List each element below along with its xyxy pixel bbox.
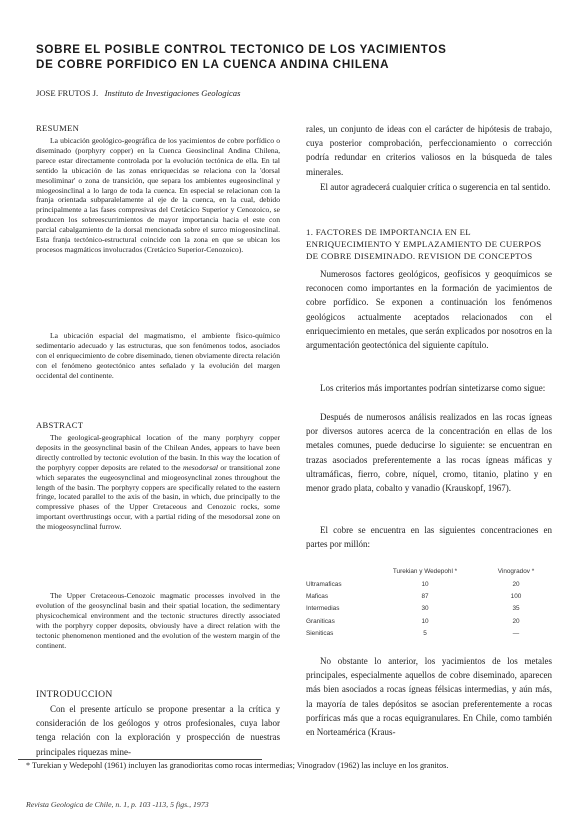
table-cell: 87	[421, 593, 429, 601]
author-line	[36, 88, 240, 98]
table-row	[306, 578, 552, 590]
table-cell: Sieniticas	[306, 630, 334, 638]
table-cell: 20	[512, 617, 520, 625]
table-cell: Intermedias	[306, 605, 340, 613]
table-header-cell	[306, 564, 370, 578]
abstract-paragraph-1	[36, 433, 280, 532]
table-row	[306, 628, 552, 640]
abstract-paragraph-2: The Upper Cretaceous-Cenozoic magmatic processes involved in the evolution of the geosynclinal basin and their spatial location, the sedimentary physicochemical environment and the tectonic structures directly associated with the porphyry copper deposits, obviously have a direct relation with the tectonic phenomenon mentioned and the evolution of the western margin of the continent.	[36, 591, 280, 650]
title-line-1: SOBRE EL POSIBLE CONTROL TECTONICO DE LOS YACIMIENTOS	[36, 43, 447, 56]
introduccion-heading: INTRODUCCION	[36, 689, 113, 700]
table-cell: —	[512, 630, 520, 638]
table-row	[306, 603, 552, 615]
table-cell: 100	[510, 593, 522, 601]
copper-paragraph: El cobre se encuentra en las siguientes concentraciones en partes por millón:	[306, 525, 552, 550]
resumen-paragraph-2: La ubicación espacial del magmatismo, el ambiente físico-químico sedimentario adecuado y las estructuras, que son fenómenos todos, asociados con el enriquecimiento de cobre diseminado, tienen obviamente directa relación con el fenómeno geotectónico antes señalado y la evolución del margen occidental del continente.	[36, 331, 280, 380]
resumen-heading: RESUMEN	[36, 123, 80, 133]
table-cell: Maficas	[306, 593, 329, 601]
analysis-paragraph: Después de numerosos análisis realizados en las rocas ígneas por diversos autores acerca de la concentración en ellas de los metales comunes, puede deducirse lo siguiente: se encuentran en trazas asociados preferentemente a las rocas ígneas máficas y ultramáficas, fierro, cobre, níquel, cromo, titanio, platino y en menor grado plata, cobalto y vanadio (Krauskopf, 1967).	[306, 412, 552, 494]
author-name: JOSE FRUTOS J.	[36, 88, 99, 98]
table-cell: Graniticas	[306, 617, 335, 625]
title-line-2: DE COBRE PORFIDICO EN LA CUENCA ANDINA CHILENA	[36, 58, 390, 71]
table-header-cell: Vinogradov *	[497, 567, 535, 575]
journal-citation: Revista Geologica de Chile, n. 1, p. 103 -113, 5 figs., 1973	[26, 800, 209, 809]
table-header-cell: Turekian y Wedepohl *	[392, 567, 458, 575]
thanks-paragraph: El autor agradecerá cualquier crítica o sugerencia en tal sentido.	[320, 182, 551, 192]
factors-paragraph: Numerosos factores geológicos, geofísicos y geoquímicos se reconocen como importantes en la formación de yacimientos de cobre porfídico. Se exponen a continuación los fenómenos geológicos actualmente aceptados relacionados con el enriquecimiento en metales, que serán explicados por nosotros en la argumentación geotectónica del siguiente capítulo.	[306, 269, 552, 351]
table-cell: Ultramaficas	[306, 580, 342, 588]
copper-concentration-table	[306, 564, 552, 640]
footnote: * Turekian y Wedepohl (1961) incluyen las granodioritas como rocas intermedias; Vinogradov (1962) las incluye en los granitos.	[26, 761, 449, 770]
abstract-term-mesodorsal: mesodorsal	[182, 462, 218, 472]
footnote-divider	[18, 759, 262, 760]
intro-continuation: rales, un conjunto de ideas con el carácter de hipótesis de trabajo, cuya posterior comprobación, perfeccionamiento o corrección podría redundar en criterios valiosos en la búsqueda de tales minerales.	[306, 124, 552, 177]
author-institution: Instituto de Investigaciones Geologicas	[104, 88, 241, 98]
after-table-paragraph: No obstante lo anterior, los yacimientos de los metales principales, especialmente aquellos de cobre diseminado, aparecen más bien asociados a rocas ígneas félsicas intermedias, y aún más, la mayoría de tales depósitos se asocian preferentemente a rocas porfíricas más que a rocas equigranulares. En Chile, como también en Norteamérica (Kraus-	[306, 656, 552, 738]
abstract-p1-start: The geological-geographical location of the many porphyry copper deposits in the geosynclinal basin of the Chilean Andes, appears to have been directly controlled by tectonic evolution of the basin. In this way the location of the porphyry copper deposits are related to the	[36, 433, 280, 472]
table-cell: 10	[421, 617, 429, 625]
table-row	[306, 590, 552, 602]
abstract-p1-end: or transitional zone which separates the eugeosynclinal and miogeosynclinal zones throughout the length of the basin. The porphyry coppers are specifically related to the eastern fringe, located parallel to the axis of the basin, in which, due principally to the compressive phases of the Upper Cretaceous and Cenozoic rocks, some important overthrustings occur, with a partial riding of the mesodorsal zone on the miogeosynclinal furrow.	[36, 462, 280, 532]
abstract-heading: ABSTRACT	[36, 420, 84, 430]
table-row	[306, 615, 552, 627]
table-cell: 5	[423, 630, 427, 638]
criteria-paragraph: Los criterios más importantes podrían sintetizarse como sigue:	[320, 383, 546, 393]
introduccion-paragraph-1: Con el presente artículo se propone presentar a la crítica y consideración de los geólogos y otros profesionales, cuya labor tenga relación con la exploración y prospección de nuestras principales riquezas mine-	[36, 704, 280, 757]
table-cell: 20	[512, 580, 520, 588]
resumen-paragraph-1: La ubicación geológico-geográfica de los yacimientos de cobre porfídico o diseminado (porphyry copper) en la Cuenca Geosinclinal Andina Chilena, parece estar directamente controlada por la evolución tectónica de ella. En tal sentido la ubicación de las zonas enriquecidas se relaciona con la 'dorsal mesoliminar' o zona de transición, que separa los ambientes eugeosinclinal y miogeosinclinal a lo largo de toda la cuenca. En especial se relacionan con la franja orientada subparalelamente al eje de la cuenca, en la cual, debido principalmente a las fases compresivas del Cretácico Superior y Cenozoico, se producen los sobreescurrimientos de mayor importancia hacia el este con parcial cabalgamiento de la dorsal mencionada sobre el surco miogeosinclinal. Esta franja tectónico-estructural coincide con la zona en que se ubican los procesos magmáticos involucrados (Cretácico Superior-Cenozoico).	[36, 136, 280, 254]
table-cell: 30	[421, 605, 429, 613]
section-1-heading: 1. FACTORES DE IMPORTANCIA EN EL ENRIQUECIMIENTO Y EMPLAZAMIENTO DE CUERPOS DE COBRE DISEMINADO. REVISION DE CONCEPTOS	[306, 227, 542, 261]
table-cell: 10	[421, 580, 429, 588]
table-header-row	[306, 564, 552, 578]
article-title	[36, 42, 556, 72]
table-cell: 35	[512, 605, 520, 613]
